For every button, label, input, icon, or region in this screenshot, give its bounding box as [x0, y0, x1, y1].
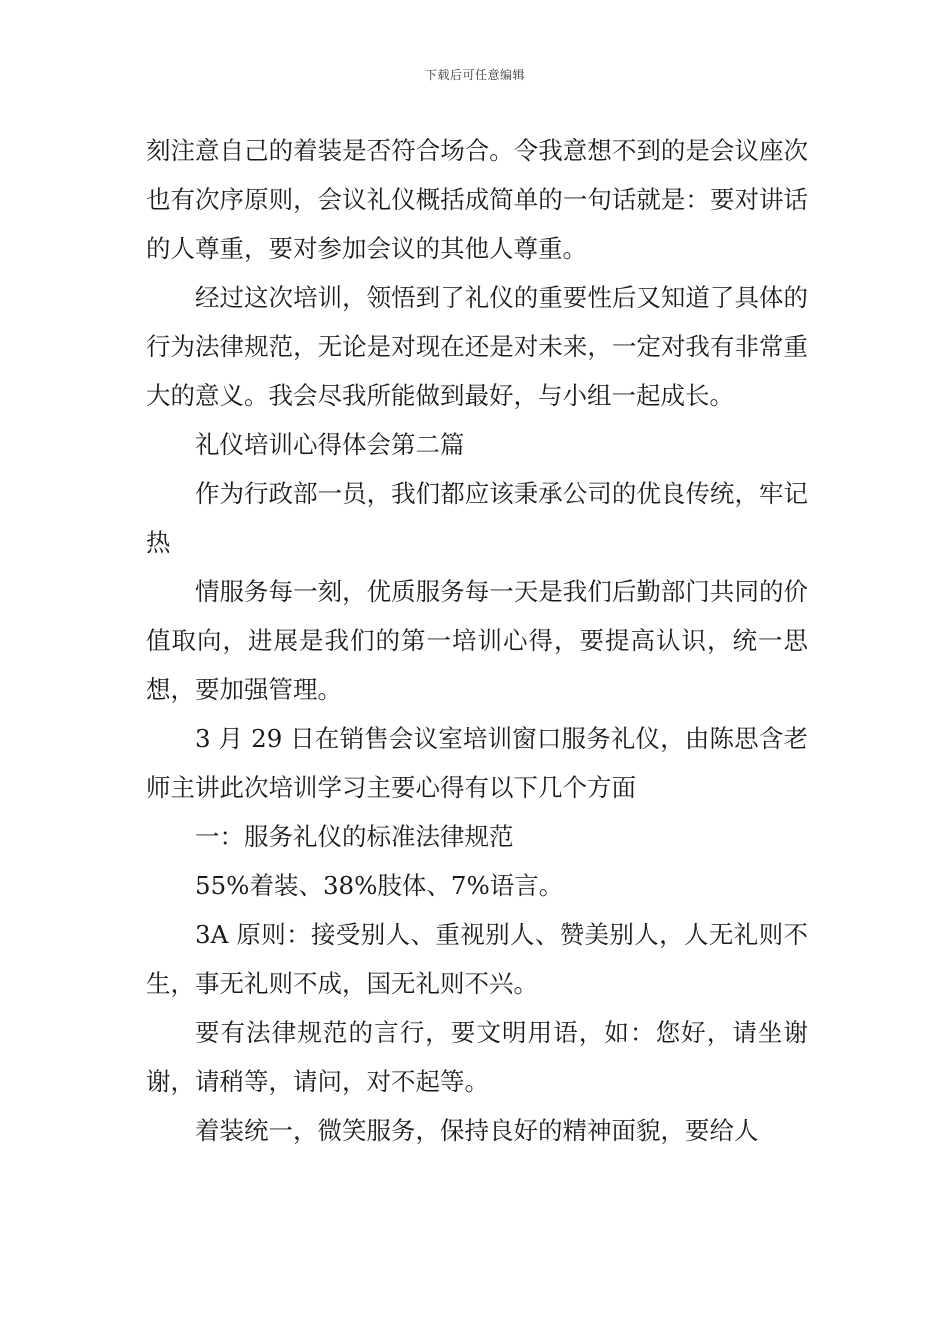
paragraph-training-date: 3 月 29 日在销售会议室培训窗口服务礼仪，由陈思含老师主讲此次培训学习主要心得有以下几个方面 [146, 724, 808, 802]
paragraph-admin-intro: 作为行政部一员，我们都应该秉承公司的优良传统，牢记热 [146, 479, 808, 557]
section-heading: 礼仪培训心得体会第二篇 [195, 430, 465, 459]
paragraph-polite-language: 要有法律规范的言行，要文明用语，如：您好，请坐谢谢，请稍等，请问，对不起等。 [146, 1018, 808, 1096]
paragraph-percentages: 55%着装、38%肢体、7%语言。 [195, 871, 564, 900]
paragraph-3a-principle: 3A 原则：接受别人、重视别人、赞美别人，人无礼则不生，事无礼则不成，国无礼则不兴。 [146, 920, 808, 998]
paragraph-uniform-dress: 着装统一，微笑服务，保持良好的精神面貌，要给人 [195, 1116, 759, 1145]
paragraph-continuation: 刻注意自己的着装是否符合场合。令我意想不到的是会议座次也有次序原则，会议礼仪概括成简单的一句话就是：要对讲话的人尊重，要对参加会议的其他人尊重。 [146, 136, 808, 263]
document-body [146, 126, 808, 1155]
paragraph-training-reflection: 经过这次培训，领悟到了礼仪的重要性后又知道了具体的行为法律规范，无论是对现在还是对未来，一定对我有非常重大的意义。我会尽我所能做到最好，与小组一起成长。 [146, 283, 808, 410]
list-heading-standards: 一：服务礼仪的标准法律规范 [195, 822, 514, 851]
paragraph-service-value: 情服务每一刻，优质服务每一天是我们后勤部门共同的价值取向，进展是我们的第一培训心得，要提高认识，统一思想，要加强管理。 [146, 577, 808, 704]
page-header: 下载后可任意编辑 [424, 68, 525, 82]
